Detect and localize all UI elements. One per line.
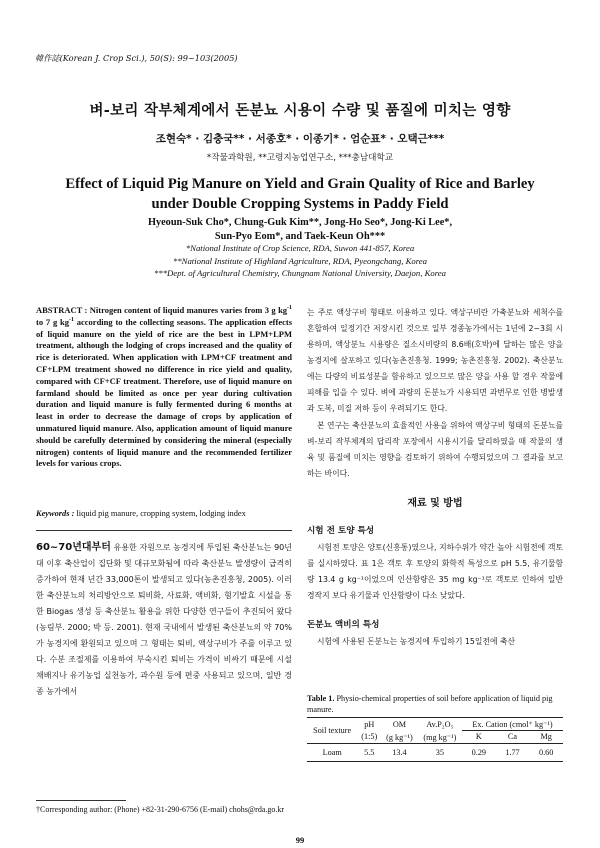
cell-mg: 0.60 [529, 743, 563, 761]
right-paragraph-2: 본 연구는 축산분뇨의 효율적인 사용을 위하여 액상구비 형태의 돈분뇨를 벼-보리 작부체계의 답리작 포장에서 시용시기를 달리하였을 때 작물의 생육 및 품질에 미치는 영향을 검토하기 위하여 수행되었으며 그 결과를 보고하는 바이다. [307, 421, 563, 478]
intro-text: 유용한 자원으로 농경지에 투입된 축산분뇨는 90년대 이후 축산업이 집단화 및 대규모화됨에 따라 축산분뇨 발생량이 급격히 증가하여 현재 년간 33,000톤이 발생되고 있다(농촌진흥청, 2005). 이러한 축산분뇨의 처리방안으로 퇴비화, 사료화, 액비화, 혐기발효 시설을 통한 Biogas 생성 등 축산분뇨 활용을 위한 다양한 연구들이 추진되어 왔다(농림부. 2000; 박 등. 2001). 현재 국내에서 발생된 축산분뇨의 약 70%가 농경지에 환원되고 있으며 그 형태는 퇴비, 액상구비가 주를 이루고 있다. 수분 조절제를 이용하여 부숙시킨 퇴비는 가격이 비싸기 때문에 시설채배지나 유기농업 실천농가, 과수원 등에 편중 사용되고 있으며, 일반 경종 농가에서 [36, 543, 292, 696]
cell-ph: 5.5 [357, 743, 381, 761]
col-soil-texture: Soil texture [307, 718, 357, 744]
korean-authors: 조현숙* · 김충국** · 서종호* · 이종기* · 엄순표* · 오택근*** [155, 133, 445, 145]
english-affiliations [0, 242, 600, 280]
col-av-p2o5: Av.P₂O₅ [418, 718, 462, 731]
abstract-label: ABSTRACT : [36, 305, 88, 315]
english-title-line-2: under Double Cropping Systems in Paddy Field [151, 196, 449, 212]
affiliation-1: *National Institute of Crop Science, RDA, Suwon 441-857, Korea [185, 243, 415, 253]
keywords [36, 508, 292, 519]
col-ph-unit: (1:5) [357, 731, 381, 744]
english-authors [0, 216, 600, 243]
cell-k: 0.29 [462, 743, 496, 761]
abstract-text-c: according to the collecting seasons. The application effects of liquid manure on the yield of rice are the best in LPM+LPM treatment, although the lodging of crops increased and the quality of rice is deteriorated. When application with LPM+CF treatment and CF+LPM treatment showed no difference in rice yield and quality, compared with CF+CF treatment. Therefore, use of liquid manure on farmland should be limited as once per year during cultivation duration and liquid manure is fully fermented during 6 months at least in order to decrease the damage of crops by application of unmatured liquid manure. Also, application amount of liquid manure should be carefully determined by considering the mineral (especially nitrogen) contents of liquid manure and the recommended fertilizer levels for various crops. [36, 316, 292, 469]
col-om-unit: (g kg⁻¹) [381, 731, 418, 744]
cell-soil: Loam [307, 743, 357, 761]
korean-affiliations: *작물과학원, **고령지농업연구소, ***충남대학교 [206, 153, 394, 163]
table-caption [307, 694, 563, 715]
liquid-manure-paragraph: 시험에 사용된 돈분뇨는 농경지에 투입하기 15일전에 축산 [317, 637, 516, 646]
cell-av: 35 [418, 743, 462, 761]
english-authors-line-1: Hyeoun-Suk Cho*, Chung-Guk Kim**, Jong-Ho Seo*, Jong-Ki Lee*, [147, 217, 453, 228]
introduction [36, 540, 292, 700]
table-caption-text: Physio-chemical properties of soil before application of liquid pig manure. [307, 694, 553, 714]
divider [36, 530, 292, 531]
english-authors-line-2: Sun-Pyo Eom*, and Taek-Keun Oh*** [214, 230, 386, 242]
soil-paragraph: 시험전 토양은 양토(신흥통)였으나, 지하수위가 약간 높아 시험전에 객토를 실시하였다. 표 1은 객토 후 토양의 화학적 특성으로 pH 5.5, 유기물함량 13.4 g kg⁻¹이었으며 인산함량은 35 mg kg⁻¹로 객토로 인하여 일반 경작지 보다 유기물과 인산함량이 다소 낮았다. [307, 543, 563, 600]
abstract-sup-1: -1 [287, 305, 292, 312]
right-paragraph-1: 는 주로 액상구비 형태로 이용하고 있다. 액상구비란 가축분뇨와 세척수를 혼합하여 일정기간 저장시킨 것으로 일부 경종농가에서는 1년에 2~3회 시용하며, 액상분뇨 시용량은 질소시비량의 8.6배(호박)에 달하는 많은 양을 농경지에 살포하고 있다(농촌진흥청. 1999; 농촌진흥청. 2002). 축산분뇨에는 다량의 비료성분을 함유하고 있으므로 많은 양을 사용 할 경우 작물에 피해를 입을 수 있다. 벼에 과량의 돈분뇨가 시용되면 과번무로 인한 병발생과 도복, 미질 저하 등이 우려되기도 한다. [307, 308, 563, 413]
keywords-label: Keywords : [36, 509, 75, 518]
corresponding-author-footnote: †Corresponding author: (Phone) +82-31-290-6756 (E-mail) chohs@rda.go.kr [36, 805, 285, 814]
intro-lead: 60~70년대부터 [36, 542, 111, 553]
english-title [0, 174, 600, 214]
page-number: 99 [295, 835, 305, 845]
col-k: K [462, 731, 496, 744]
subheading-liquid-manure: 돈분뇨 액비의 특성 [307, 620, 380, 630]
footnote-divider [36, 800, 126, 801]
col-mg: Mg [529, 731, 563, 744]
korean-title: 벼-보리 작부체계에서 돈분뇨 시용이 수량 및 품질에 미치는 영향 [89, 103, 511, 119]
col-av-unit: (mg kg⁻¹) [418, 731, 462, 744]
table-caption-label: Table 1. [307, 694, 335, 703]
abstract [36, 305, 292, 470]
col-ca: Ca [496, 731, 530, 744]
abstract-text-b: to 7 g kg [36, 316, 69, 327]
cell-om: 13.4 [381, 743, 418, 761]
subheading-soil: 시험 전 토양 특성 [307, 526, 375, 536]
affiliation-3: ***Dept. of Agricultural Chemistry, Chungnam National University, Daejon, Korea [154, 268, 446, 279]
table-row [307, 743, 563, 761]
col-ex-cation: Ex. Cation (cmol⁺ kg⁻¹) [462, 718, 563, 731]
soil-properties-table [307, 717, 563, 762]
abstract-text-a: Nitrogen content of liquid manures varies from 3 g kg [87, 305, 288, 315]
affiliation-2: **National Institute of Highland Agriculture, RDA, Pyeongchang, Korea [172, 255, 427, 266]
col-ph: pH [357, 718, 381, 731]
english-title-line-1: Effect of Liquid Pig Manure on Yield and Grain Quality of Rice and Barley [65, 176, 535, 192]
journal-header: 韓作誌(Korean J. Crop Sci.), 50(S): 99~103(2005) [35, 53, 238, 63]
cell-ca: 1.77 [496, 743, 530, 761]
section-heading-materials-methods: 재료 및 방법 [407, 498, 463, 509]
abstract-sup-2: -1 [69, 316, 74, 323]
col-om: OM [381, 718, 418, 731]
keywords-text: liquid pig manure, cropping system, lodging index [74, 509, 246, 518]
